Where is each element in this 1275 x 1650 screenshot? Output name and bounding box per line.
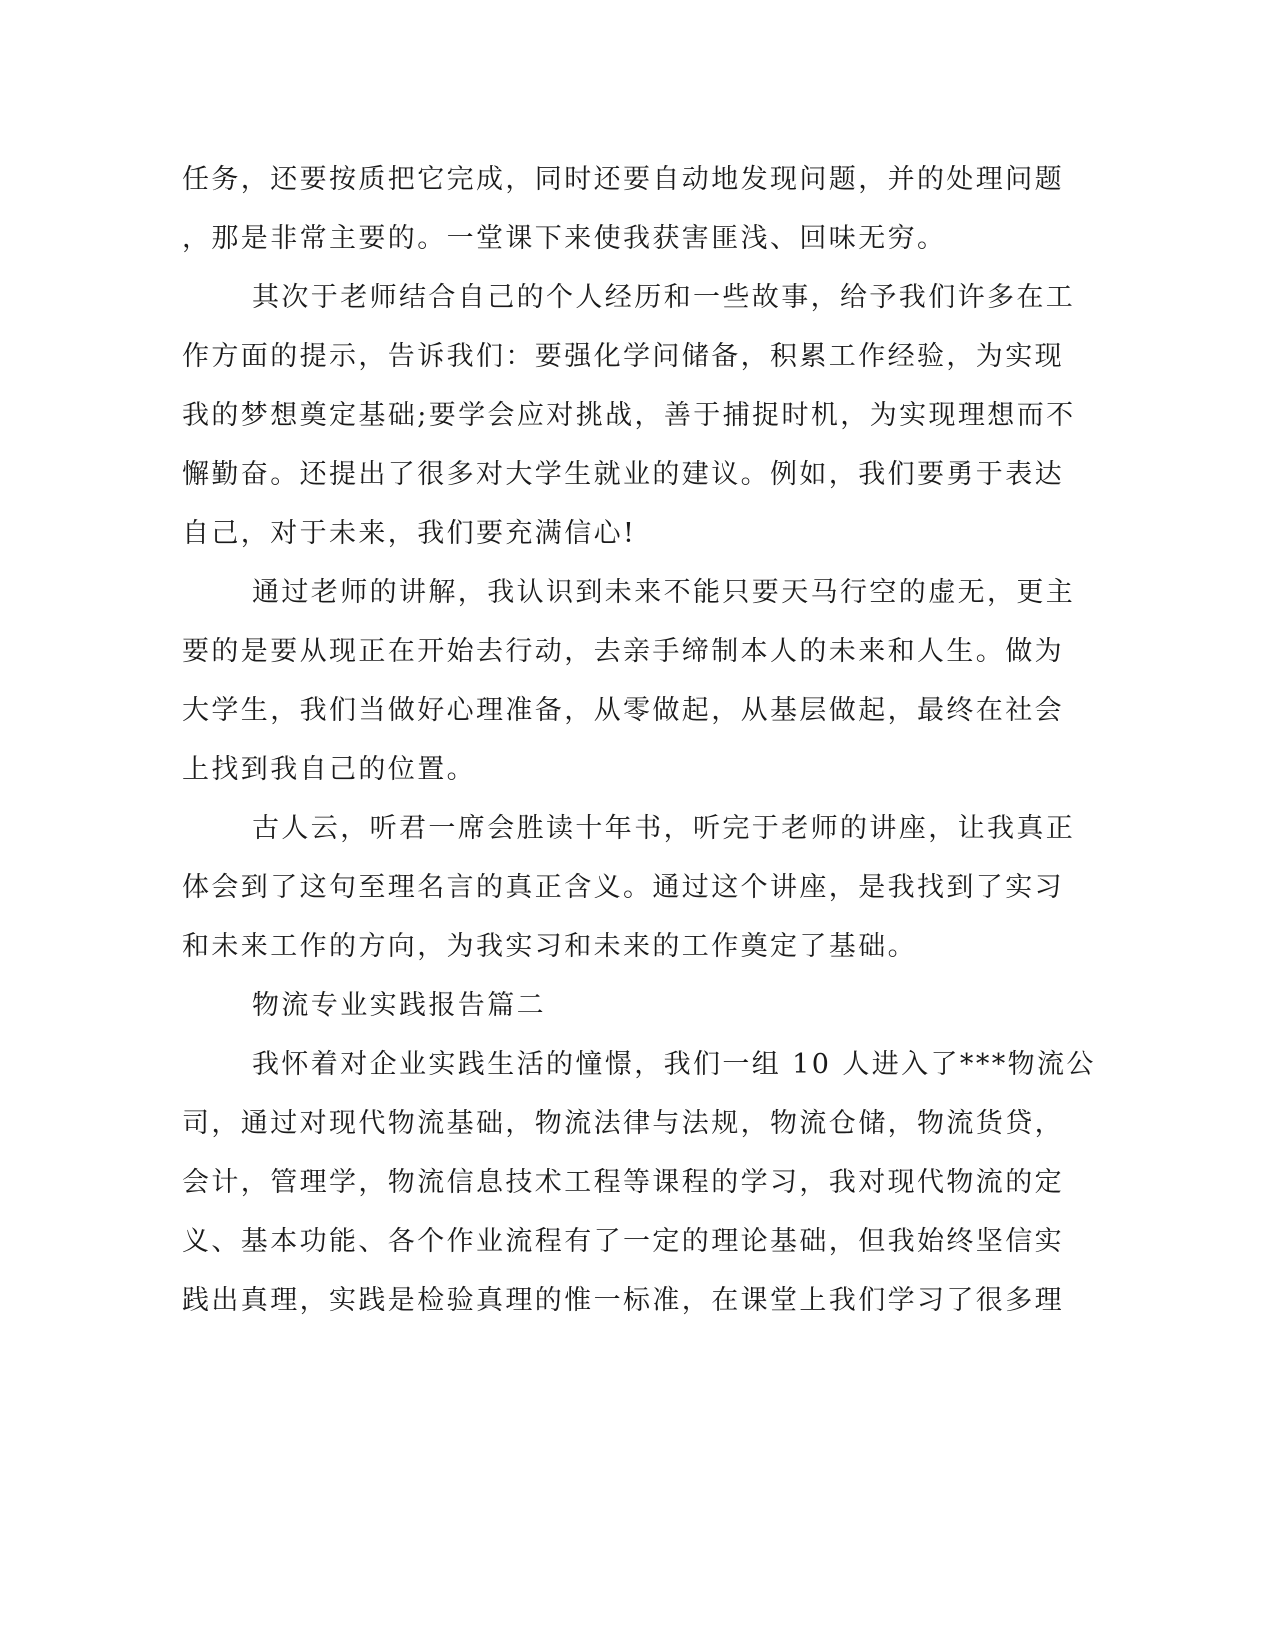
text-line: 和未来工作的方向，为我实习和未来的工作奠定了基础。 bbox=[182, 931, 917, 962]
text-line: 大学生，我们当做好心理准备，从零做起，从基层做起，最终在社会 bbox=[182, 695, 1064, 726]
text-line: 体会到了这句至理名言的真正含义。通过这个讲座，是我找到了实习 bbox=[182, 872, 1064, 903]
section-heading: 物流专业实践报告篇二 bbox=[252, 990, 546, 1021]
paragraph-start-line: 古人云，听君一席会胜读十年书，听完于老师的讲座，让我真正 bbox=[252, 813, 1076, 844]
paragraph-start-line: 其次于老师结合自己的个人经历和一些故事，给予我们许多在工 bbox=[252, 282, 1076, 313]
text-line: 要的是要从现正在开始去行动，去亲手缔制本人的未来和人生。做为 bbox=[182, 636, 1064, 667]
text-line: 任务，还要按质把它完成，同时还要自动地发现问题，并的处理问题 bbox=[182, 164, 1064, 195]
text-line: 上找到我自己的位置。 bbox=[182, 754, 476, 785]
text-line: 会计，管理学，物流信息技术工程等课程的学习，我对现代物流的定 bbox=[182, 1167, 1064, 1198]
text-line: 懈勤奋。还提出了很多对大学生就业的建议。例如，我们要勇于表达 bbox=[182, 459, 1064, 490]
paragraph-start-line: 通过老师的讲解，我认识到未来不能只要天马行空的虚无，更主 bbox=[252, 577, 1076, 608]
text-line: 司，通过对现代物流基础，物流法律与法规，物流仓储，物流货贷， bbox=[182, 1108, 1064, 1139]
paragraph-start-line: 我怀着对企业实践生活的憧憬，我们一组 10 人进入了***物流公 bbox=[252, 1049, 1096, 1080]
text-line: 自己，对于未来，我们要充满信心! bbox=[182, 518, 637, 549]
text-line: 我的梦想奠定基础;要学会应对挑战，善于捕捉时机，为实现理想而不 bbox=[182, 400, 1076, 431]
text-line: 作方面的提示，告诉我们：要强化学问储备，积累工作经验，为实现 bbox=[182, 341, 1064, 372]
text-line: 践出真理，实践是检验真理的惟一标准，在课堂上我们学习了很多理 bbox=[182, 1285, 1064, 1316]
text-line: 义、基本功能、各个作业流程有了一定的理论基础，但我始终坚信实 bbox=[182, 1226, 1064, 1257]
text-line: ，那是非常主要的。一堂课下来使我获害匪浅、回味无穷。 bbox=[182, 223, 947, 254]
